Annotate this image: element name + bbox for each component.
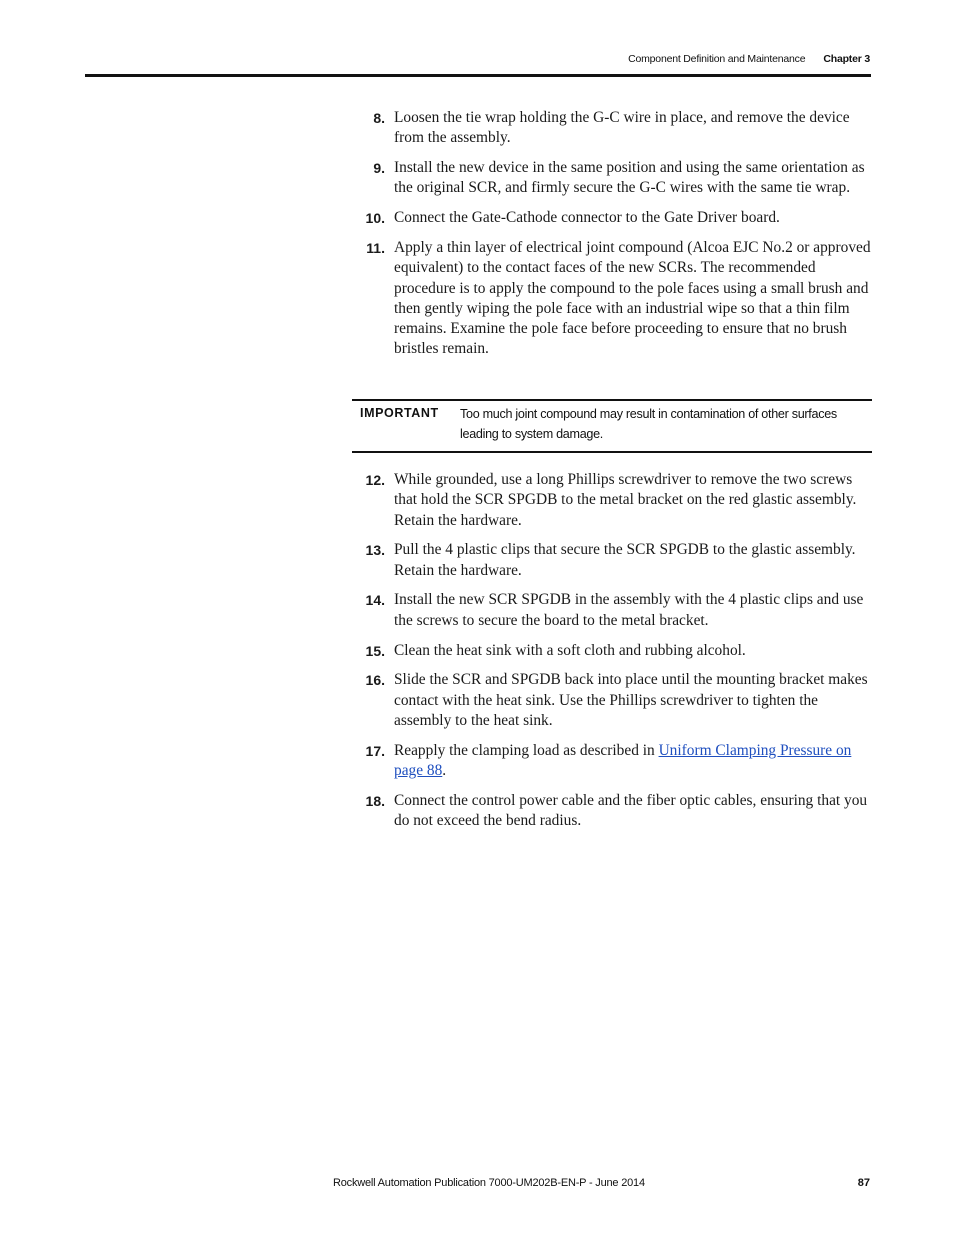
step-text: Apply a thin layer of electrical joint compound (Alcoa EJC No.2 or approved equivalent) to the contact faces of the new SCRs. The recommended procedure is to apply the compound to the pole faces using a small brush and then gently wiping the pole face with an industrial wipe so that a thin film remains. Examine the pole face before proceeding to ensure that no brush bristles remain. — [394, 238, 871, 358]
running-header — [628, 53, 870, 65]
step-number: 9. — [373, 160, 385, 177]
procedure-step — [355, 108, 871, 149]
step-text: Clean the heat sink with a soft cloth and rubbing alcohol. — [394, 641, 746, 659]
important-label: IMPORTANT — [360, 406, 439, 420]
step-text-before-link: Reapply the clamping load as described in — [394, 741, 659, 759]
step-text-after-link: . — [442, 762, 447, 780]
procedure-step — [355, 641, 871, 661]
step-number: 12. — [365, 472, 385, 488]
procedure-steps-second — [355, 470, 871, 841]
step-number: 13. — [365, 542, 385, 559]
procedure-step — [355, 470, 871, 531]
important-text: Too much joint compound may result in contamination of other surfaces leading to system damage. — [460, 407, 837, 441]
step-number: 8. — [373, 110, 385, 126]
important-notice — [352, 399, 872, 453]
step-number: 11. — [366, 239, 385, 256]
page-number: 87 — [857, 1177, 870, 1189]
step-text: Connect the Gate-Cathode connector to the Gate Driver board. — [394, 209, 780, 227]
procedure-step — [355, 208, 871, 228]
step-number: 17. — [365, 742, 385, 759]
step-text: Install the new device in the same position and using the same orientation as the original SCR, and firmly secure the G-C wires with the same tie wrap. — [394, 159, 865, 197]
step-text: Connect the control power cable and the fiber optic cables, ensuring that you do not exceed the bend radius. — [394, 791, 868, 830]
step-number: 16. — [365, 672, 385, 689]
step-text: Loosen the tie wrap holding the G-C wire in place, and remove the device from the assembly. — [394, 109, 850, 147]
procedure-step — [355, 670, 871, 731]
header-chapter-label: Chapter 3 — [823, 53, 870, 65]
step-text: Pull the 4 plastic clips that secure the SCR SPGDB to the glastic assembly. Retain the hardware. — [394, 541, 856, 579]
header-rule — [85, 74, 871, 77]
step-text: Slide the SCR and SPGDB back into place until the mounting bracket makes contact with the heat sink. Use the Phillips screwdriver to tighten the assembly to the heat sink. — [394, 671, 868, 729]
step-text: Install the new SCR SPGDB in the assembly with the 4 plastic clips and use the screws to secure the board to the metal bracket. — [394, 591, 864, 629]
step-text: While grounded, use a long Phillips screwdriver to remove the two screws that hold the SCR SPGDB to the metal bracket on the red glastic assembly. Retain the hardware. — [394, 471, 857, 529]
step-text — [394, 741, 871, 782]
step-number: 15. — [365, 642, 385, 659]
uniform-clamping-pressure-link[interactable]: Uniform Clamping Pressure on page 88 — [394, 741, 852, 780]
procedure-step — [355, 741, 871, 782]
procedure-step — [355, 540, 871, 581]
step-number: 18. — [365, 792, 385, 809]
procedure-step — [355, 590, 871, 631]
procedure-step — [355, 238, 871, 360]
procedure-step — [355, 791, 871, 832]
step-number: 10. — [365, 210, 385, 227]
procedure-steps-first — [355, 108, 871, 369]
footer-publication: Rockwell Automation Publication 7000-UM202B-EN-P - June 2014 — [333, 1177, 645, 1189]
header-section-title: Component Definition and Maintenance — [628, 53, 806, 65]
step-number: 14. — [365, 592, 385, 609]
procedure-step — [355, 158, 871, 199]
